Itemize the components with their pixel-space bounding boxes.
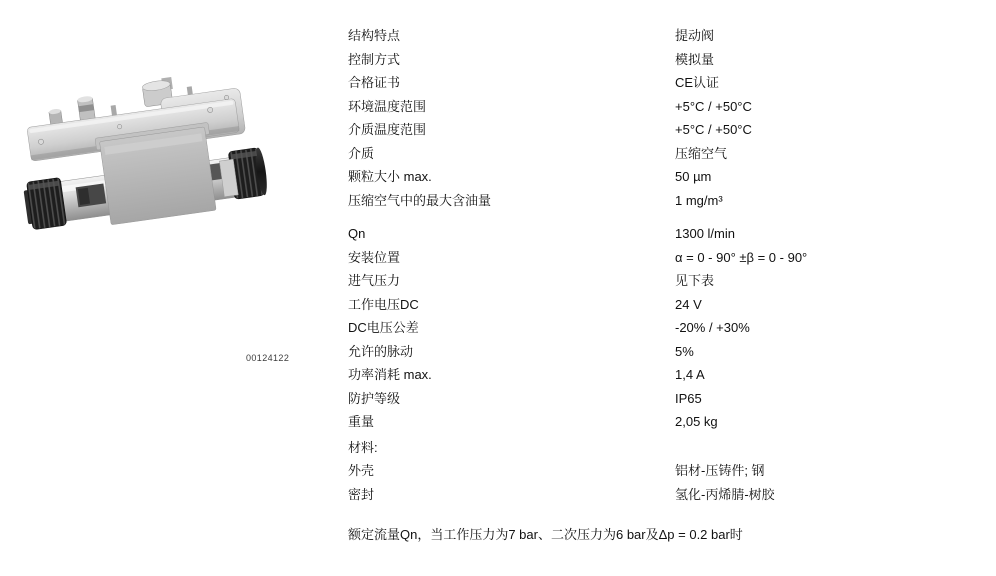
spec-label: 压缩空气中的最大含油量 — [348, 192, 492, 208]
spec-label: 合格证书 — [348, 75, 401, 90]
spec-value: 氢化-丙烯腈-树胶 — [675, 486, 775, 502]
spec-label: Qn — [348, 226, 366, 241]
spec-row — [348, 483, 958, 507]
spec-value: 1 mg/m³ — [675, 192, 723, 208]
spec-row — [348, 363, 958, 387]
spec-label: 控制方式 — [348, 51, 401, 67]
spec-row — [348, 142, 958, 166]
spec-row — [348, 410, 958, 434]
spec-label: 防护等级 — [348, 390, 401, 406]
spec-row — [348, 24, 958, 48]
spec-label: 允许的脉动 — [348, 343, 414, 359]
spec-row — [348, 293, 958, 317]
spec-value: 24 V — [675, 296, 702, 312]
spec-row — [348, 189, 958, 213]
spec-label: 重量 — [348, 414, 375, 429]
spec-row — [348, 48, 958, 72]
spec-value: 压缩空气 — [675, 145, 728, 161]
spec-label: 安装位置 — [348, 249, 401, 265]
spec-label: 外壳 — [348, 463, 375, 478]
spec-label: 结构特点 — [348, 28, 401, 43]
spec-row — [348, 246, 958, 270]
spec-value: +5°C / +50°C — [675, 122, 752, 137]
spec-value: CE认证 — [675, 75, 720, 90]
spec-value — [675, 436, 958, 460]
spec-value: 提动阀 — [675, 28, 715, 43]
spec-label: 工作电压DC — [348, 296, 419, 312]
valve-body-block — [95, 122, 220, 225]
spec-row — [348, 436, 958, 460]
spec-row — [348, 71, 958, 95]
spec-value: 5% — [675, 343, 694, 359]
spec-value: +5°C / +50°C — [675, 98, 752, 114]
spec-label: DC电压公差 — [348, 320, 419, 335]
spec-label: 介质温度范围 — [348, 122, 427, 137]
spec-value: 模拟量 — [675, 51, 715, 67]
spec-value: IP65 — [675, 390, 702, 406]
spec-value: 见下表 — [675, 273, 715, 288]
spec-table — [348, 24, 958, 547]
spec-row — [348, 387, 958, 411]
spec-section-1 — [348, 24, 958, 212]
spec-row — [348, 316, 958, 340]
spec-label: 颗粒大小 max. — [348, 169, 432, 184]
spec-row — [348, 340, 958, 364]
spec-value: 2,05 kg — [675, 414, 718, 429]
spec-label: 进气压力 — [348, 273, 401, 288]
spec-value: 铝材-压铸件; 钢 — [675, 463, 765, 478]
spec-label: 材料: — [348, 439, 378, 455]
spec-label: 功率消耗 max. — [348, 367, 432, 382]
left-knurled-cap — [22, 177, 66, 230]
product-photo — [22, 76, 290, 363]
spec-section-3 — [348, 436, 958, 507]
spec-label: 介质 — [348, 145, 375, 161]
valve-photo-svg — [22, 76, 272, 266]
spec-row — [348, 222, 958, 246]
spec-value: 50 µm — [675, 169, 712, 184]
spec-value: α = 0 - 90° ±β = 0 - 90° — [675, 249, 808, 265]
spec-row — [348, 118, 958, 142]
footnote: 额定流量Qn，当工作压力为7 bar、二次压力为6 bar及Δp = 0.2 bar时 — [348, 527, 743, 542]
spec-label: 环境温度范围 — [348, 98, 427, 114]
spec-row — [348, 165, 958, 189]
spec-label: 密封 — [348, 486, 375, 502]
spec-value: 1,4 A — [675, 367, 705, 382]
photo-caption: 00124122 — [246, 353, 290, 363]
spec-row — [348, 95, 958, 119]
spec-value: 1300 l/min — [675, 226, 735, 241]
spec-sections — [348, 24, 958, 506]
spec-row — [348, 459, 958, 483]
spec-value: -20% / +30% — [675, 320, 750, 335]
spec-row — [348, 269, 958, 293]
spec-section-2 — [348, 222, 958, 434]
